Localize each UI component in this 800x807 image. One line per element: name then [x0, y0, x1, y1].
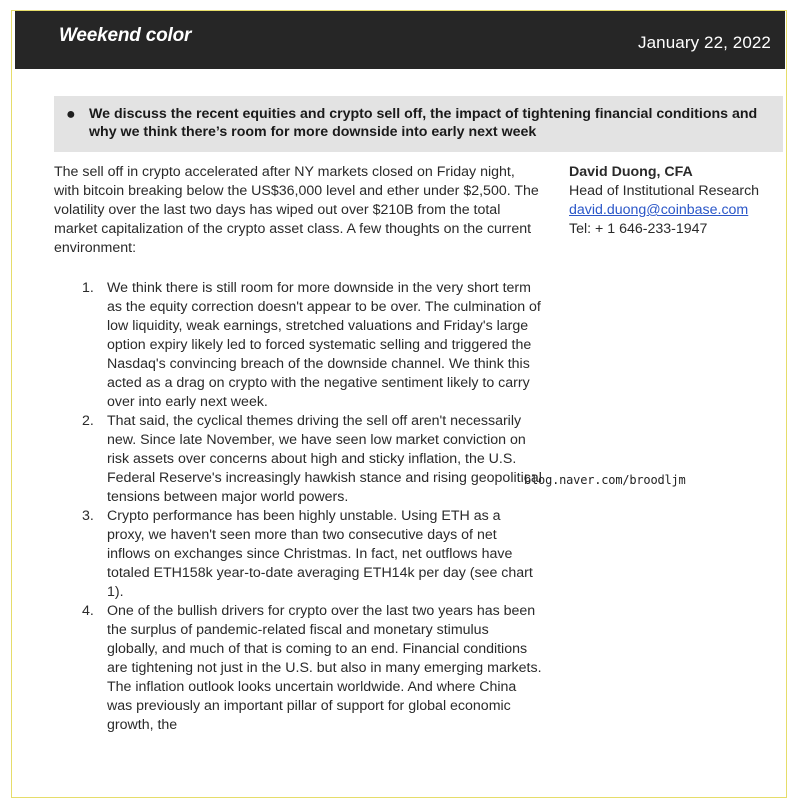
list-item-text: Crypto performance has been highly unstable. Using ETH as a proxy, we haven't seen more than two consecutive days of net inflows on exchanges since Christmas. In fact, net outflows have totaled ETH158k year-to-date averaging ETH14k per day (see chart 1).	[107, 508, 533, 600]
list-item	[54, 602, 542, 735]
list-number: 3.	[82, 508, 94, 524]
author-name: David Duong, CFA	[569, 164, 693, 180]
author-block	[569, 163, 784, 239]
author-title: Head of Institutional Research	[569, 183, 760, 199]
points-list	[54, 279, 542, 735]
bullet-icon: ●	[66, 106, 76, 123]
newsletter-title: Weekend color	[59, 25, 192, 46]
publication-date: January 22, 2022	[638, 33, 771, 52]
list-number: 4.	[82, 603, 94, 619]
list-number: 1.	[82, 280, 94, 296]
list-item-text: One of the bullish drivers for crypto over the last two years has been the surplus of pandemic-related fiscal and monetary stimulus globally, and much of that is coming to an end. Financial conditions are tightening not just in the U.S. but also in many emerging markets. The inflation outlook looks uncertain worldwide. And where China was previously an important pillar of support for global economic growth, the	[107, 603, 542, 733]
watermark-text: blog.naver.com/broodljm	[524, 473, 686, 487]
list-item-text: That said, the cyclical themes driving the sell off aren't necessarily new. Since late November, we have seen low market conviction on risk assets over concerns about high and sticky inflation, the U.S. Federal Reserve's increasingly hawkish stance and rising geopolitical tensions between major world powers.	[107, 413, 542, 505]
list-item-text: We think there is still room for more downside in the very short term as the equity correction doesn't appear to be over. The culmination of low liquidity, weak earnings, stretched valuations and Friday's large option expiry likely led to forced systematic selling and triggered the Nasdaq's convincing breach of the downside channel. We think this acted as a drag on crypto with the negative sentiment likely to carry over into early next week.	[107, 280, 541, 410]
list-number: 2.	[82, 413, 94, 429]
summary-text: We discuss the recent equities and crypto sell off, the impact of tightening financial conditions and why we think there’s room for more downside into early next week	[89, 106, 758, 140]
summary-box	[54, 96, 783, 152]
author-phone: Tel: + 1 646-233-1947	[569, 221, 708, 237]
list-item	[54, 279, 542, 412]
list-item	[54, 412, 542, 507]
article-body	[54, 163, 542, 735]
list-item	[54, 507, 542, 602]
header-bar	[15, 11, 785, 69]
intro-paragraph: The sell off in crypto accelerated after NY markets closed on Friday night, with bitcoin breaking below the US$36,000 level and ether under $2,500. The volatility over the last two days has wiped out over $210B from the total market capitalization of the crypto asset class. A few thoughts on the current environment:	[54, 164, 539, 256]
author-email-link[interactable]: david.duong@coinbase.com	[569, 202, 749, 218]
